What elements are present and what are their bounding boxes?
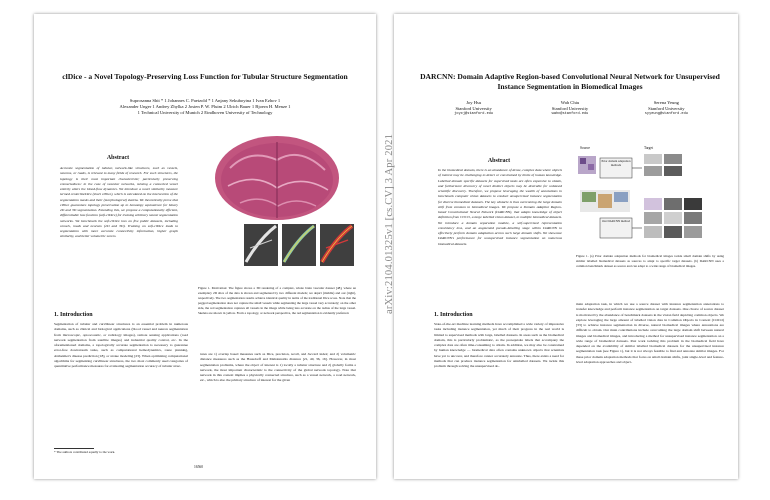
introduction-heading: 1. Introduction bbox=[54, 312, 93, 318]
abstract-text: Accurate segmentation of tubular, network-like structures, such as vessels, neurons, or roads, is relevant to many fields of research. For such structures, the topology is their most important characteristic; particularly preserving connectedness: in the case of vascular networks, missing a connected vessel entirely alters the blood-flow dynamics. We introduce a novel similarity measure termed centerlineDice (short clDice), which is calculated on the intersection of the segmentation masks and their (morphological) skeleta. We theoretically prove that clDice guarantees topology preservation up to homotopy equivalence for binary 2D and 3D segmentation. Extending this, we propose a computationally efficient, differentiable loss function (soft-clDice) for training arbitrary neural segmentation networks. We benchmark the soft-clDice loss on five public datasets, including vessels, roads and neurons (2D and 3D). Training on soft-clDice leads to segmentation with more accurate connectivity information, higher graph similarity, and better volumetric scores. bbox=[60, 166, 178, 239]
figure-1-caption: Figure 1. Motivation: The figure shows a 3D rendering of a complex, whole brain vascular dataset [48], where an exemplary 2D slice of the data is shown and segmented by two different models; we depict (middle) and our (right), respectively. The two segmentation results achieve identical quality in terms of the traditional Dice score. Note that the pegged segmentation does not capture the small vessels while segmenting the large vessel very accurately; on the other side, the red segmentation captures all vessels in the image while being less accurate on the radius of the large vessel. Skeleta are shown in yellow. From a topology, or network perspective, the red segmentation is evidently preferred. bbox=[198, 286, 356, 315]
domain-adaptation-svg bbox=[576, 150, 724, 246]
abstract-heading: Abstract bbox=[106, 155, 130, 161]
abstract-heading: Abstract bbox=[487, 158, 511, 164]
author-name: Serena Yeung bbox=[653, 100, 679, 105]
introduction-heading: 1. Introduction bbox=[434, 312, 473, 318]
diagram-label-source: Source bbox=[580, 146, 590, 150]
author-affiliation: Stanford University bbox=[455, 105, 492, 111]
arxiv-stamp: arXiv:2104.01325v1 [cs.CV] 3 Apr 2021 bbox=[384, 133, 395, 314]
author-email[interactable]: wahc@stanford.edu bbox=[551, 111, 589, 116]
footnote: * The authors contributed equally to the work. bbox=[54, 450, 116, 454]
diagram-label-prior-methods: Prior domain adaptation methods bbox=[601, 159, 631, 167]
author-affiliations: 1 Technical University of Munich 2 Eindhoven University of Technology bbox=[137, 110, 273, 115]
paper-title: clDice - a Novel Topology-Preserving Loss Function for Tubular Structure Segmentation bbox=[62, 72, 348, 81]
paper-page-clDice bbox=[34, 14, 376, 479]
author-2 bbox=[524, 100, 615, 117]
introduction-text-left: Segmentation of tubular and curvilinear structures is an essential problem in numerous domains, such as clinical and biological applications (blood vessel and neuron segmentation from microscopic, optoacoustic, or radiology images), remote sensing applications (road network segmentation from satellite images) and industrial quality control, etc. In the aforementioned domains, a topologically accurate segmentation is necessary to guarantee error-free downstream tasks, such as computational hemodynamics, route planning, Alzheimer's disease prediction [18], or stroke modeling [23]. When optimizing computational algorithms for segmenting curvilinear structures, the two most commonly used categories of quantitative performance measures for evaluating segmentation accuracy of tubular struc- bbox=[54, 322, 188, 368]
author-email[interactable]: joycj@stanford.edu bbox=[454, 111, 494, 116]
footnote-rule bbox=[54, 448, 94, 449]
figure-1-caption: Figure 1. (a) Prior domain adaptation methods for biomedical images tackle small domain shifts by using similar labelled biomedical datasets as sources to adapt to specific target datasets. (b) DARCNN uses a common benchmark dataset as source and can adapt to a wide range of biomedical images. bbox=[576, 254, 724, 268]
abstract-text: In the biomedical domain, there is an abundance of dense, complex data where objects of interest may be challenging to detect or constrained by limits of human knowledge. Labelled domain specific datasets for supervised tasks are often expensive to obtain, and furthermore discovery of novel distinct objects may be desirable for unbiased scientific discovery. Therefore, we propose leveraging the wealth of annotations in benchmark computer vision datasets to conduct unsupervised instance segmentation for diverse biomedical datasets. The key obstacle is thus overcoming the large domain shift from common to biomedical images. We propose a Domain Adaptive Region-based Convolutional Neural Network (DARCNN), that adapts knowledge of object definition from COCO, a large labelled vision dataset, to multiple biomedical datasets. We introduce a domain separation module, a self-supervised representation consistency loss, and an augmented pseudo-labelling stage within DARCNN to effectively perform domain adaptation across such large domain shifts. We showcase DARCNN's performance for unsupervised instance segmentation on numerous biomedical datasets. bbox=[438, 168, 562, 246]
author-email[interactable]: syyeung@stanford.edu bbox=[644, 111, 688, 116]
figure-domain-adaptation-diagram bbox=[576, 146, 724, 246]
page-number: 16560 bbox=[194, 465, 203, 469]
author-3 bbox=[621, 100, 712, 117]
author-affiliation: Stanford University bbox=[648, 105, 685, 111]
introduction-text-right: main adaptation task, in which we use a source dataset with instance segmentation annotations to transfer knowledge and perform instance segmentation on target datasets. One choice of source dataset is motivated by the abundance of benchmark datasets in the vision field depicting common objects. We explore leveraging the large amount of labelled vision data in Common Objects in Context (COCO) [33] to achieve instance segmentation in diverse, natural biomedical images where annotations are difficult to obtain. Our main contributions include overcoming the large domain shift between natural images and biomedical images, and introducing a method for unsupervised instance segmentation on a wide range of biomedical datasets. Past work tackling this problem in the biomedical field have depended on the availability of similar labelled biomedical datasets for the unsupervised instance segmentation task (see Figure 1), but it is not always feasible to find and annotate similar images. For these prior domain adaptation methods that focus on small domain shifts, joint single-level and feature-level adaptation approaches and object- bbox=[576, 302, 724, 364]
author-list-line-1: Suprosanna Shit * 1 Johannes C. Paetzold * 1 Anjany Sekuboyina 1 Ivan Ezhov 1 bbox=[129, 98, 281, 103]
figure-brain-rendering bbox=[200, 128, 354, 282]
introduction-text-left: State-of-the-art machine learning methods have accomplished a wide variety of impressive tasks including instance segmentation, yet much of their progress in the real world is limited to supervised methods with large, labelled datasets. In areas such as the biomedical domain, this is particularly problematic, as the prerequisite labels that accompany the complex data are often time-consuming to obtain. In addition, we may also be constrained by human knowledge — biomedical data often contains unknown objects that scientists have yet to uncover, and therefore cannot accurately annotate. Thus, there exists a need for methods that can produce instance segmentation for unlabelled datasets. We tackle this problem through solving the unsupervised do- bbox=[434, 322, 564, 368]
paper-title: DARCNN: Domain Adaptive Region-based Convolutional Neural Network for Unsupervised Instance Segmentation in Biomedical Images bbox=[420, 72, 720, 91]
brain-rendering-svg bbox=[200, 128, 354, 282]
diagram-label-our-method: Our DARCNN method bbox=[602, 219, 630, 223]
author-list-line-2: Alexander Unger 1 Andrey Zhylka 2 Josien P. W. Pluim 2 Ulrich Bauer 1 Bjoern H. Menze 1 bbox=[119, 104, 291, 109]
diagram-label-target: Target bbox=[644, 146, 654, 150]
author-affiliation: Stanford University bbox=[551, 105, 589, 111]
author-name: Joy Hsu bbox=[466, 100, 482, 105]
author-block bbox=[428, 100, 712, 117]
introduction-text-right: tures are 1) overlap based measures such as Dice, precision, recall, and Jaccard index; and 2) volumetric distance measures such as the Hausdorff and Mahalanobis distance [21, 40, 36, 16]. However, in most segmentation problems, where the object of interest is 1) locally a tubular structure and 2) globally forms a network, the most important characteristic is the connectivity of the global network topology. Note that network in this context implies a physically connected structure, such as a vessel network, a road network, etc., which is also the primary structure of interest for the given bbox=[200, 352, 356, 383]
author-1 bbox=[428, 100, 519, 117]
paper-page-DARCNN bbox=[384, 14, 738, 479]
author-name: Wah Chiu bbox=[560, 100, 580, 105]
